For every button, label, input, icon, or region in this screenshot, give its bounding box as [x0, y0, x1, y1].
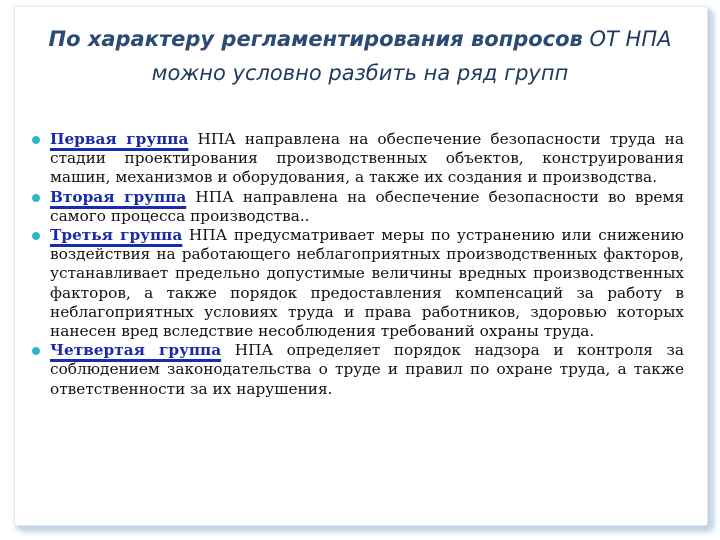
title-bold-part: По характеру регламентирования вопросов	[48, 27, 583, 51]
item-label: Первая группа	[50, 130, 189, 148]
item-text: НПА определяет порядок надзора и контроля за соблюдением законодательства о труде и правил по охране труда, а также ответственности за их нарушения.	[50, 341, 684, 398]
item-text: НПА направлена на обеспечение безопасности во время самого процесса производства..	[50, 187, 684, 225]
list-item-third-group	[30, 226, 684, 341]
item-label: Четвертая группа	[50, 341, 222, 360]
bullet-dot-icon	[32, 194, 40, 202]
content-list	[30, 130, 684, 399]
title-rest: ОТ НПА можно условно разбить на ряд групп	[151, 27, 672, 85]
bullet-dot-icon	[32, 232, 40, 240]
slide-title	[30, 22, 690, 90]
item-label: Вторая группа	[50, 187, 187, 206]
list-item-second-group	[30, 188, 684, 226]
item-text: НПА направлена на обеспечение безопасности труда на стадии проектирования производственных объектов, конструирования машин, механизмов и оборудования, а также их создания и производства.	[50, 130, 684, 187]
bullet-dot-icon	[32, 136, 40, 144]
item-text: НПА предусматривает меры по устранению или снижению воздействия на работающего неблагоприятных производственных факторов, устанавливает предельно допустимые величины вредных производственных факторов, а также порядок предоставления компенсаций за работу в неблагоприятных условиях труда и права работников, здоровью которых нанесен вред вследствие несоблюдения требований охраны труда.	[50, 226, 684, 341]
bullet-dot-icon	[32, 347, 40, 355]
list-item-first-group	[30, 130, 684, 188]
item-label: Третья группа	[50, 226, 183, 245]
list-item-fourth-group	[30, 341, 684, 399]
